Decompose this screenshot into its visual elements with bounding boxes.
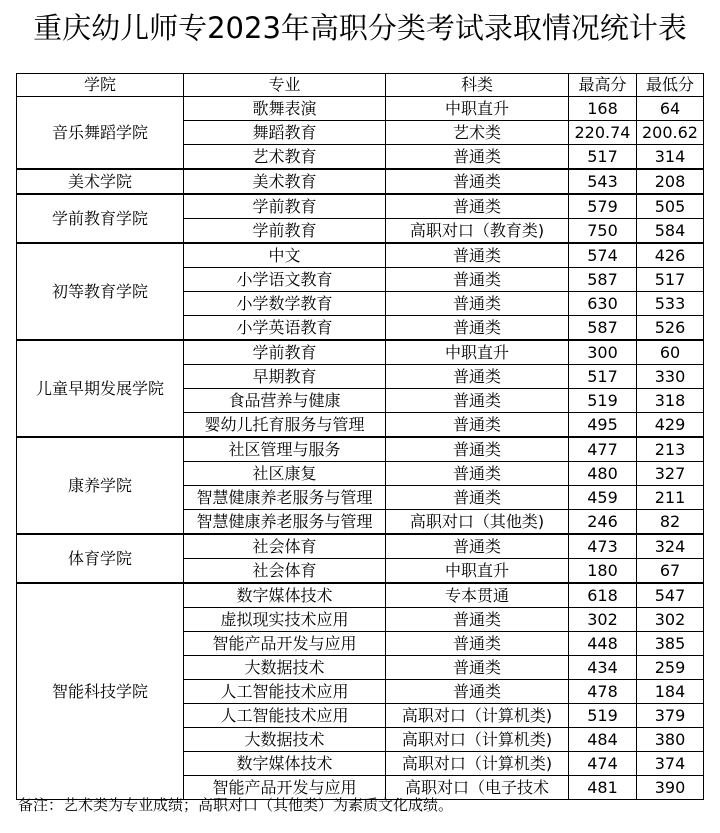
category-cell: 普通类: [386, 365, 569, 389]
major-cell: 舞蹈教育: [184, 121, 386, 145]
min-score-cell: 380: [637, 728, 704, 752]
major-cell: 社会体育: [184, 559, 386, 584]
table-row: [17, 97, 704, 121]
table-header-row: [17, 74, 704, 97]
table-row: [17, 340, 704, 365]
major-cell: 社会体育: [184, 534, 386, 559]
max-score-cell: 517: [569, 145, 637, 170]
max-score-cell: 300: [569, 340, 637, 365]
min-score-cell: 505: [637, 194, 704, 219]
category-cell: 普通类: [386, 437, 569, 462]
max-score-cell: 543: [569, 169, 637, 194]
category-cell: 普通类: [386, 268, 569, 292]
category-cell: 普通类: [386, 145, 569, 170]
min-score-cell: 211: [637, 486, 704, 510]
min-score-cell: 330: [637, 365, 704, 389]
header-category: 科类: [386, 74, 569, 97]
min-score-cell: 584: [637, 219, 704, 244]
major-cell: 歌舞表演: [184, 97, 386, 121]
college-cell: 音乐舞蹈学院: [17, 97, 184, 170]
min-score-cell: 259: [637, 656, 704, 680]
major-cell: 智慧健康养老服务与管理: [184, 510, 386, 535]
max-score-cell: 579: [569, 194, 637, 219]
max-score-cell: 220.74: [569, 121, 637, 145]
major-cell: 艺术教育: [184, 145, 386, 170]
category-cell: 普通类: [386, 292, 569, 316]
major-cell: 人工智能技术应用: [184, 704, 386, 728]
major-cell: 学前教育: [184, 340, 386, 365]
max-score-cell: 302: [569, 608, 637, 632]
category-cell: 高职对口（计算机类): [386, 752, 569, 776]
admission-table: [16, 73, 704, 800]
college-cell: 美术学院: [17, 169, 184, 194]
min-score-cell: 213: [637, 437, 704, 462]
category-cell: 普通类: [386, 632, 569, 656]
major-cell: 大数据技术: [184, 728, 386, 752]
major-cell: 食品营养与健康: [184, 389, 386, 413]
min-score-cell: 385: [637, 632, 704, 656]
major-cell: 智能产品开发与应用: [184, 632, 386, 656]
min-score-cell: 314: [637, 145, 704, 170]
category-cell: 高职对口（教育类): [386, 219, 569, 244]
major-cell: 小学语文教育: [184, 268, 386, 292]
min-score-cell: 533: [637, 292, 704, 316]
header-max-score: 最高分: [569, 74, 637, 97]
min-score-cell: 324: [637, 534, 704, 559]
category-cell: 中职直升: [386, 559, 569, 584]
max-score-cell: 519: [569, 704, 637, 728]
max-score-cell: 477: [569, 437, 637, 462]
max-score-cell: 587: [569, 268, 637, 292]
min-score-cell: 517: [637, 268, 704, 292]
category-cell: 高职对口（电子技术: [386, 776, 569, 800]
table-row: [17, 437, 704, 462]
max-score-cell: 180: [569, 559, 637, 584]
max-score-cell: 480: [569, 462, 637, 486]
major-cell: 数字媒体技术: [184, 752, 386, 776]
min-score-cell: 64: [637, 97, 704, 121]
category-cell: 普通类: [386, 169, 569, 194]
page-title: 重庆幼儿师专2023年高职分类考试录取情况统计表: [33, 11, 687, 45]
table-row: [17, 534, 704, 559]
header-major: 专业: [184, 74, 386, 97]
min-score-cell: 374: [637, 752, 704, 776]
college-cell: 智能科技学院: [17, 583, 184, 800]
category-cell: 普通类: [386, 413, 569, 438]
table-row: [17, 169, 704, 194]
college-cell: 儿童早期发展学院: [17, 340, 184, 437]
max-score-cell: 473: [569, 534, 637, 559]
max-score-cell: 481: [569, 776, 637, 800]
max-score-cell: 618: [569, 583, 637, 608]
category-cell: 普通类: [386, 486, 569, 510]
max-score-cell: 474: [569, 752, 637, 776]
min-score-cell: 200.62: [637, 121, 704, 145]
min-score-cell: 547: [637, 583, 704, 608]
max-score-cell: 434: [569, 656, 637, 680]
college-cell: 学前教育学院: [17, 194, 184, 243]
max-score-cell: 630: [569, 292, 637, 316]
category-cell: 普通类: [386, 680, 569, 704]
max-score-cell: 168: [569, 97, 637, 121]
major-cell: 婴幼儿托育服务与管理: [184, 413, 386, 438]
major-cell: 智能产品开发与应用: [184, 776, 386, 800]
category-cell: 高职对口（计算机类): [386, 728, 569, 752]
category-cell: 普通类: [386, 194, 569, 219]
major-cell: 社区管理与服务: [184, 437, 386, 462]
category-cell: 普通类: [386, 656, 569, 680]
max-score-cell: 246: [569, 510, 637, 535]
major-cell: 早期教育: [184, 365, 386, 389]
min-score-cell: 390: [637, 776, 704, 800]
category-cell: 普通类: [386, 608, 569, 632]
major-cell: 小学英语教育: [184, 316, 386, 341]
major-cell: 虚拟现实技术应用: [184, 608, 386, 632]
min-score-cell: 429: [637, 413, 704, 438]
college-cell: 体育学院: [17, 534, 184, 583]
max-score-cell: 750: [569, 219, 637, 244]
max-score-cell: 587: [569, 316, 637, 341]
footnote: 备注：艺术类为专业成绩；高职对口（其他类）为素质文化成绩。: [18, 796, 454, 814]
max-score-cell: 517: [569, 365, 637, 389]
major-cell: 中文: [184, 243, 386, 268]
college-cell: 初等教育学院: [17, 243, 184, 340]
min-score-cell: 318: [637, 389, 704, 413]
min-score-cell: 526: [637, 316, 704, 341]
min-score-cell: 302: [637, 608, 704, 632]
min-score-cell: 208: [637, 169, 704, 194]
min-score-cell: 327: [637, 462, 704, 486]
major-cell: 学前教育: [184, 219, 386, 244]
major-cell: 数字媒体技术: [184, 583, 386, 608]
min-score-cell: 184: [637, 680, 704, 704]
max-score-cell: 484: [569, 728, 637, 752]
category-cell: 高职对口（其他类): [386, 510, 569, 535]
category-cell: 普通类: [386, 534, 569, 559]
major-cell: 人工智能技术应用: [184, 680, 386, 704]
category-cell: 专本贯通: [386, 583, 569, 608]
major-cell: 小学数学教育: [184, 292, 386, 316]
header-college: 学院: [17, 74, 184, 97]
table-row: [17, 583, 704, 608]
min-score-cell: 426: [637, 243, 704, 268]
category-cell: 中职直升: [386, 340, 569, 365]
category-cell: 普通类: [386, 462, 569, 486]
min-score-cell: 379: [637, 704, 704, 728]
category-cell: 普通类: [386, 316, 569, 341]
category-cell: 普通类: [386, 243, 569, 268]
max-score-cell: 459: [569, 486, 637, 510]
min-score-cell: 67: [637, 559, 704, 584]
category-cell: 中职直升: [386, 97, 569, 121]
major-cell: 学前教育: [184, 194, 386, 219]
max-score-cell: 478: [569, 680, 637, 704]
table-body: [17, 97, 704, 800]
major-cell: 美术教育: [184, 169, 386, 194]
max-score-cell: 448: [569, 632, 637, 656]
category-cell: 高职对口（计算机类): [386, 704, 569, 728]
major-cell: 大数据技术: [184, 656, 386, 680]
max-score-cell: 574: [569, 243, 637, 268]
max-score-cell: 495: [569, 413, 637, 438]
major-cell: 智慧健康养老服务与管理: [184, 486, 386, 510]
min-score-cell: 60: [637, 340, 704, 365]
table-row: [17, 194, 704, 219]
table-row: [17, 243, 704, 268]
max-score-cell: 519: [569, 389, 637, 413]
header-min-score: 最低分: [637, 74, 704, 97]
category-cell: 普通类: [386, 389, 569, 413]
min-score-cell: 82: [637, 510, 704, 535]
major-cell: 社区康复: [184, 462, 386, 486]
college-cell: 康养学院: [17, 437, 184, 534]
category-cell: 艺术类: [386, 121, 569, 145]
